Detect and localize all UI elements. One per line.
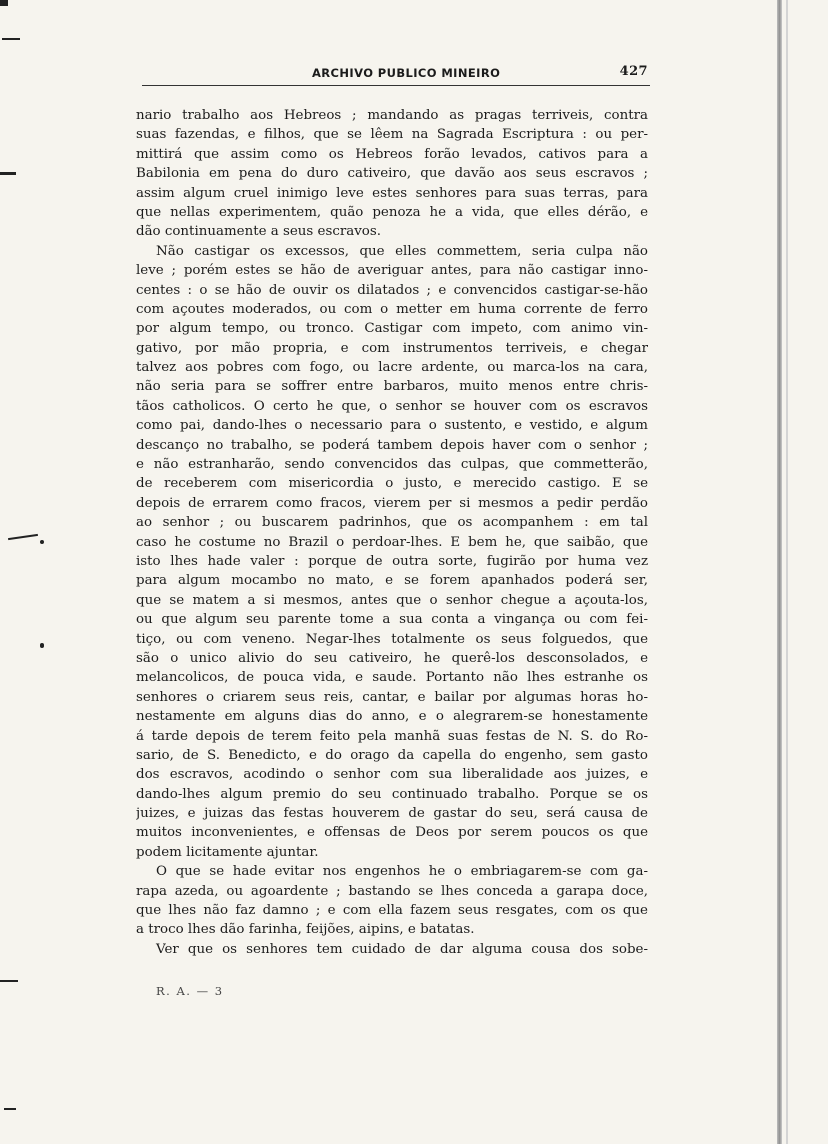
text-line: não seria para se soffrer entre barbaros, muito menos entre chris-: [136, 379, 648, 395]
text-line: rapa azeda, ou agoardente ; bastando se lhes conceda a garapa doce,: [136, 883, 648, 899]
signature-mark: R. A. — 3: [156, 984, 224, 998]
text-line: tãos catholicos. O certo he que, o senhor se houver com os escravos: [136, 398, 648, 414]
text-line: com açoutes moderados, ou com o metter em huma corrente de ferro: [136, 301, 648, 317]
text-line: talvez aos pobres com fogo, ou lacre ardente, ou marca-los na cara,: [136, 360, 648, 376]
text-line: que se matem a si mesmos, antes que o senhor chegue a açouta-los,: [136, 592, 648, 608]
text-line: para algum mocambo no mato, e se forem apanhados poderá ser,: [136, 573, 648, 589]
text-line: centes : o se hão de ouvir os dilatados ; e convencidos castigar-se-hão: [136, 282, 648, 298]
text-line: O que se hade evitar nos engenhos he o embriagarem-se com ga-: [156, 864, 648, 880]
text-line: ou que algum seu parente tome a sua conta a vingança ou com fei-: [136, 612, 648, 628]
header-rule: [142, 85, 650, 86]
body-text: [136, 106, 648, 959]
text-line: á tarde depois de terem feito pela manhã suas festas de N. S. do Ro-: [136, 728, 648, 744]
text-line: por algum tempo, ou tronco. Castigar com impeto, com animo vin-: [136, 321, 648, 337]
text-line: juizes, e juizas das festas houverem de gastar do seu, será causa de: [136, 806, 648, 822]
text-line: isto lhes hade valer : porque de outra sorte, fugirão por huma vez: [136, 553, 648, 569]
text-line: caso he costume no Brazil o perdoar-lhes. E bem he, que saibão, que: [136, 534, 648, 550]
text-line: Babilonia em pena do duro cativeiro, que davão aos seus escravos ;: [136, 166, 648, 182]
text-line: assim algum cruel inimigo leve estes senhores para suas terras, para: [136, 185, 648, 201]
scan-mark: [40, 540, 44, 544]
scan-edge-line: [786, 0, 788, 1144]
text-line: suas fazendas, e filhos, que se lêem na Sagrada Escriptura : ou per-: [136, 127, 648, 143]
text-line: que nellas experimentem, quão penoza he a vida, que elles dérão, e: [136, 204, 648, 220]
text-line: leve ; porém estes se hão de averiguar antes, para não castigar inno-: [136, 263, 648, 279]
scan-mark: [4, 1108, 16, 1110]
text-line: são o unico alivio do seu cativeiro, he querê-los desconsolados, e: [136, 650, 648, 666]
text-line: ao senhor ; ou buscarem padrinhos, que os acompanhem : em tal: [136, 515, 648, 531]
text-line: nario trabalho aos Hebreos ; mandando as pragas terriveis, contra: [136, 108, 648, 123]
text-line: como pai, dando-lhes o necessario para o sustento, e vestido, e algum: [136, 418, 648, 434]
text-line: dos escravos, acodindo o senhor com sua liberalidade aos juizes, e: [136, 767, 648, 783]
running-header-title: ARCHIVO PUBLICO MINEIRO: [312, 66, 501, 80]
text-line: tiço, ou com veneno. Negar-lhes totalmente os seus folguedos, que: [136, 631, 648, 647]
scan-edge-shadow: [777, 0, 782, 1144]
text-line: que lhes não faz damno ; e com ella fazem seus resgates, com os que: [136, 903, 648, 919]
text-line: sario, de S. Benedicto, e do orago da capella do engenho, sem gasto: [136, 747, 648, 763]
page-number: 427: [619, 64, 648, 79]
text-line: e não estranharão, sendo convencidos das culpas, que commetterão,: [136, 457, 648, 473]
text-line: dão continuamente a seus escravos.: [136, 224, 381, 240]
text-line: de receberem com misericordia o justo, e merecido castigo. E se: [136, 476, 648, 492]
text-line: descanço no trabalho, se poderá tambem depois haver com o senhor ;: [136, 437, 648, 453]
text-line: gativo, por mão propria, e com instrumentos terriveis, e chegar: [136, 340, 648, 356]
scan-mark: [8, 534, 38, 540]
running-header: [142, 64, 650, 84]
scan-mark: [0, 0, 8, 6]
text-line: depois de errarem como fracos, vierem per si mesmos a pedir perdão: [136, 495, 648, 511]
text-line: melancolicos, de pouca vida, e saude. Portanto não lhes estranhe os: [136, 670, 648, 686]
text-line: dando-lhes algum premio do seu continuado trabalho. Porque se os: [136, 786, 648, 802]
scan-mark: [0, 980, 18, 982]
text-line: nestamente em alguns dias do anno, e o alegrarem-se honestamente: [136, 709, 648, 725]
text-line: mittirá que assim como os Hebreos forão levados, cativos para a: [136, 146, 648, 162]
text-line: senhores o criarem seus reis, cantar, e bailar por algumas horas ho-: [136, 689, 648, 705]
scan-mark: [2, 38, 20, 40]
scan-mark: [40, 643, 44, 648]
text-line: muitos inconvenientes, e offensas de Deos por serem poucos os que: [136, 825, 648, 841]
text-line: podem licitamente ajuntar.: [136, 844, 319, 860]
text-line: Ver que os senhores tem cuidado de dar alguma cousa dos sobe-: [156, 941, 648, 957]
text-line: a troco lhes dão farinha, feijões, aipins, e batatas.: [136, 922, 475, 938]
text-line: Não castigar os excessos, que elles commettem, seria culpa não: [156, 243, 648, 259]
scan-mark: [0, 172, 16, 175]
